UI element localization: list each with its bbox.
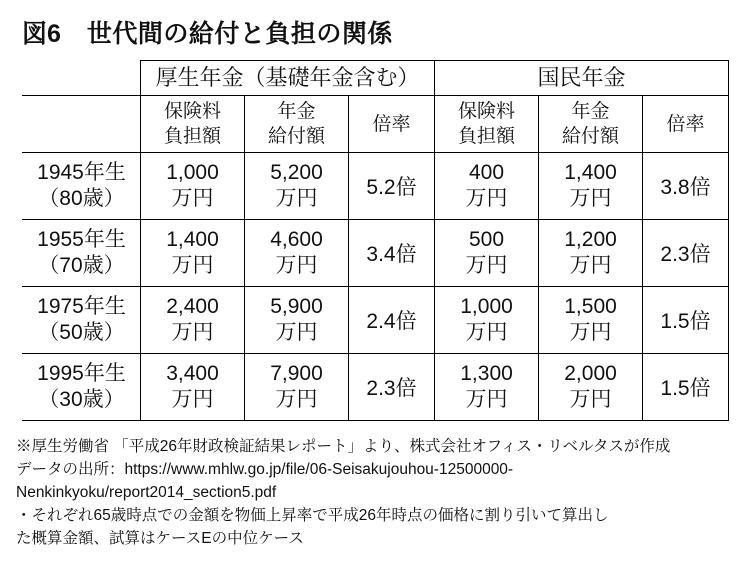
row-label-1995 <box>23 354 141 421</box>
cell-1945-kokumin-premium-unit: 万円 <box>465 187 508 210</box>
header-kosei-nenkin: 厚生年金（基礎年金含む） <box>141 61 435 96</box>
note-calc-line2: た概算金額、試算はケースEの中位ケース <box>16 530 304 547</box>
row-label-1955-line2: （70歳） <box>38 254 125 277</box>
cell-1955-kosei-benefit <box>245 220 349 287</box>
cell-1995-kokumin-ratio: 1.5倍 <box>643 354 729 421</box>
cell-1945-kosei-benefit-num: 5,200 <box>270 161 323 184</box>
cell-1945-kosei-premium-unit: 万円 <box>171 187 214 210</box>
cell-1975-kosei-premium-num: 2,400 <box>166 295 219 318</box>
cell-1955-kosei-premium-num: 1,400 <box>166 228 219 251</box>
figure-label: 図6 <box>22 20 61 48</box>
header-kosei-benefit-line2: 給付額 <box>267 126 325 147</box>
cell-1975-kokumin-benefit <box>539 287 643 354</box>
header-kokumin-nenkin: 国民年金 <box>435 61 729 96</box>
cell-1955-kosei-benefit-unit: 万円 <box>275 254 318 277</box>
header-kokumin-premium-line1: 保険料 <box>458 101 516 122</box>
header-kosei-premium <box>141 96 245 153</box>
table-row <box>23 287 729 354</box>
table-row <box>23 153 729 220</box>
cell-1995-kosei-premium <box>141 354 245 421</box>
cell-1955-kokumin-premium <box>435 220 539 287</box>
cell-1995-kokumin-benefit-unit: 万円 <box>569 388 612 411</box>
header-kokumin-premium <box>435 96 539 153</box>
cell-1955-kokumin-ratio: 2.3倍 <box>643 220 729 287</box>
header-kokumin-benefit-line1: 年金 <box>571 101 610 122</box>
row-label-1975-line1: 1975年生 <box>37 295 126 318</box>
header-kosei-premium-line2: 負担額 <box>163 126 221 147</box>
figure-title-row <box>0 0 746 60</box>
note-data-source-line2: Nenkinkyoku/report2014_section5.pdf <box>16 484 277 501</box>
cell-1945-kosei-premium <box>141 153 245 220</box>
note-source: ※厚生労働省 「平成26年財政検証結果レポート」より、株式会社オフィス・リベルタスが作成 <box>16 438 671 455</box>
cell-1995-kosei-benefit-num: 7,900 <box>270 362 323 385</box>
cell-1945-kokumin-ratio: 3.8倍 <box>643 153 729 220</box>
figure-title: 世代間の給付と負担の関係 <box>86 20 393 48</box>
cell-1955-kokumin-benefit-num: 1,200 <box>564 228 617 251</box>
cell-1975-kosei-premium-unit: 万円 <box>171 321 214 344</box>
cell-1975-kokumin-premium-unit: 万円 <box>465 321 508 344</box>
cell-1945-kokumin-benefit-unit: 万円 <box>569 187 612 210</box>
row-label-1945-line2: （80歳） <box>38 187 125 210</box>
cell-1955-kokumin-benefit-unit: 万円 <box>569 254 612 277</box>
cell-1995-kokumin-premium-num: 1,300 <box>460 362 513 385</box>
header-kosei-benefit-line1: 年金 <box>277 101 316 122</box>
cell-1975-kosei-premium <box>141 287 245 354</box>
note-data-source-line1: データの出所：https://www.mhlw.go.jp/file/06-Seisakujouhou-12500000- <box>16 461 514 478</box>
cell-1955-kosei-ratio: 3.4倍 <box>349 220 435 287</box>
cell-1975-kokumin-premium <box>435 287 539 354</box>
cell-1975-kosei-ratio: 2.4倍 <box>349 287 435 354</box>
cell-1945-kokumin-premium-num: 400 <box>469 161 505 184</box>
row-label-1945-line1: 1945年生 <box>37 161 126 184</box>
header-kosei-ratio: 倍率 <box>349 96 435 153</box>
header-kokumin-benefit <box>539 96 643 153</box>
figure-notes <box>16 435 732 550</box>
cell-1975-kosei-benefit-num: 5,900 <box>270 295 323 318</box>
cell-1945-kokumin-premium <box>435 153 539 220</box>
row-label-1955-line1: 1955年生 <box>37 228 126 251</box>
cell-1995-kosei-ratio: 2.3倍 <box>349 354 435 421</box>
header-kosei-premium-line1: 保険料 <box>163 101 221 122</box>
row-label-1975 <box>23 287 141 354</box>
cell-1955-kosei-premium-unit: 万円 <box>171 254 214 277</box>
cell-1955-kokumin-benefit <box>539 220 643 287</box>
cell-1945-kokumin-benefit-num: 1,400 <box>564 161 617 184</box>
cell-1945-kosei-benefit-unit: 万円 <box>275 187 318 210</box>
cell-1955-kokumin-premium-num: 500 <box>469 228 505 251</box>
cell-1975-kokumin-benefit-unit: 万円 <box>569 321 612 344</box>
cell-1975-kokumin-ratio: 1.5倍 <box>643 287 729 354</box>
row-label-1975-line2: （50歳） <box>38 321 125 344</box>
header-kokumin-benefit-line2: 給付額 <box>562 126 620 147</box>
cell-1955-kokumin-premium-unit: 万円 <box>465 254 508 277</box>
header-kokumin-premium-line2: 負担額 <box>458 126 516 147</box>
table-header-group-row <box>23 61 729 96</box>
table-corner-cell-2 <box>23 96 141 153</box>
cell-1975-kokumin-benefit-num: 1,500 <box>564 295 617 318</box>
row-label-1995-line1: 1995年生 <box>37 362 126 385</box>
table-corner-cell <box>23 61 141 96</box>
note-calc-line1: ・それぞれ65歳時点での金額を物価上昇率で平成26年時点の価格に割り引いて算出し <box>16 507 609 524</box>
cell-1995-kokumin-benefit-num: 2,000 <box>564 362 617 385</box>
cell-1955-kosei-benefit-num: 4,600 <box>270 228 323 251</box>
cell-1955-kosei-premium <box>141 220 245 287</box>
cell-1945-kosei-ratio: 5.2倍 <box>349 153 435 220</box>
cell-1995-kokumin-premium <box>435 354 539 421</box>
cell-1995-kosei-premium-num: 3,400 <box>166 362 219 385</box>
table-header-sub-row <box>23 96 729 153</box>
cell-1975-kosei-benefit <box>245 287 349 354</box>
cell-1995-kosei-benefit-unit: 万円 <box>275 388 318 411</box>
table-row <box>23 220 729 287</box>
table-row <box>23 354 729 421</box>
cell-1995-kosei-premium-unit: 万円 <box>171 388 214 411</box>
cell-1975-kokumin-premium-num: 1,000 <box>460 295 513 318</box>
cell-1945-kosei-benefit <box>245 153 349 220</box>
cell-1995-kosei-benefit <box>245 354 349 421</box>
cell-1995-kokumin-premium-unit: 万円 <box>465 388 508 411</box>
cell-1975-kosei-benefit-unit: 万円 <box>275 321 318 344</box>
header-kosei-benefit <box>245 96 349 153</box>
header-kokumin-ratio: 倍率 <box>643 96 729 153</box>
pension-comparison-table <box>22 60 729 421</box>
cell-1945-kosei-premium-num: 1,000 <box>166 161 219 184</box>
row-label-1945 <box>23 153 141 220</box>
cell-1995-kokumin-benefit <box>539 354 643 421</box>
cell-1945-kokumin-benefit <box>539 153 643 220</box>
row-label-1955 <box>23 220 141 287</box>
row-label-1995-line2: （30歳） <box>38 388 125 411</box>
